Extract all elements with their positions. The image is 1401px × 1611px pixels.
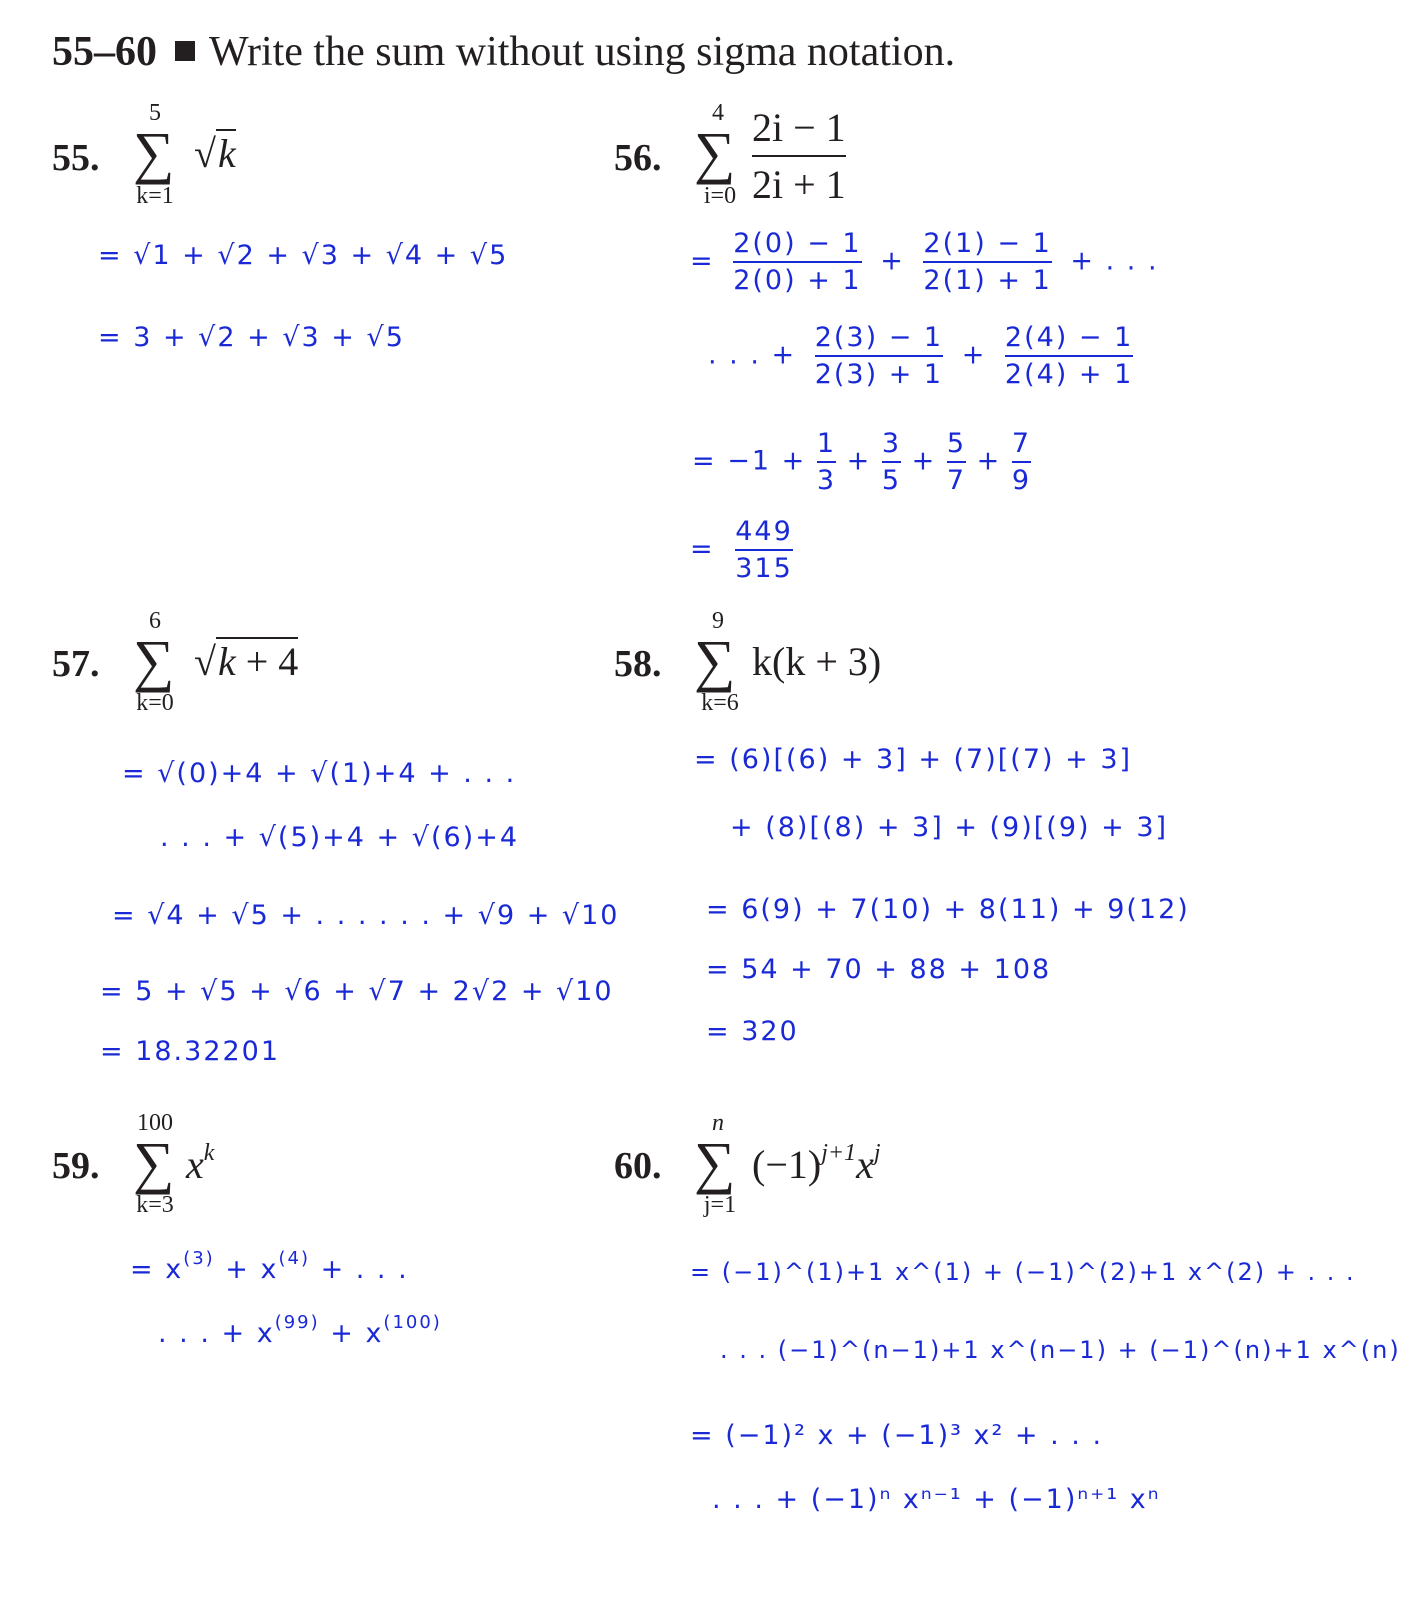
problem-number: 59.	[52, 1145, 100, 1187]
sigma-lower-limit: k=3	[136, 1192, 174, 1218]
work-line: . . . + √(5)+4 + √(6)+4	[160, 822, 519, 853]
problem-number: 57.	[52, 643, 100, 685]
problem-number: 56.	[614, 137, 662, 179]
work-line: . . . (−1)^(n−1)+1 x^(n−1) + (−1)^(n)+1 x^(n)	[720, 1336, 1401, 1364]
sigma-upper-limit: 5	[149, 100, 161, 126]
work-line: + (8)[(8) + 3] + (9)[(9) + 3]	[730, 812, 1169, 843]
summand: √k	[194, 131, 236, 176]
work-line: = √1 + √2 + √3 + √4 + √5	[98, 240, 509, 271]
sigma-icon: ∑	[133, 120, 175, 185]
work-line: . . . + $\frac{2(3) - 1}{2(3) + 1}$ + $\frac{2(4) - 1}{2(4) + 1}$	[708, 322, 1134, 390]
square-bullet-icon	[175, 41, 195, 61]
sigma-lower-limit: k=0	[136, 690, 174, 716]
work-line: = 3 + √2 + √3 + √5	[98, 322, 405, 353]
sigma-lower-limit: i=0	[703, 183, 737, 209]
summand: $x^k$	[186, 1140, 215, 1187]
sigma-upper-limit: 4	[712, 100, 724, 126]
summand: $(-1)^{j+1}x^j$	[752, 1140, 881, 1187]
sigma-icon: ∑	[694, 1130, 736, 1195]
sigma-upper-limit: 100	[137, 1110, 173, 1136]
problem-range: 55–60	[52, 29, 157, 75]
sigma-icon: ∑	[133, 1130, 175, 1195]
problem-number: 58.	[614, 643, 662, 685]
sigma-lower-limit: k=1	[136, 183, 174, 209]
work-line: = −1 + $\frac{1}{3}$ + $\frac{3}{5}$ + $\frac{5}{7}$ + $\frac{7}{9}$	[692, 428, 1031, 496]
sigma-upper-limit: 9	[712, 608, 724, 634]
summand: $\frac{2i - 1}{2i + 1}$	[752, 105, 846, 207]
sigma-upper-limit: n	[712, 1110, 724, 1136]
sigma-lower-limit: k=6	[701, 690, 739, 716]
sigma-icon: ∑	[133, 628, 175, 693]
work-line: . . . + $x^{(99)} + x^{(100)}$	[158, 1312, 442, 1349]
heading-text: Write the sum without using sigma notation.	[209, 29, 956, 75]
work-line: = 5 + √5 + √6 + √7 + 2√2 + √10	[100, 976, 614, 1007]
problem-number: 55.	[52, 137, 100, 179]
work-line: = (−1)^(1)+1 x^(1) + (−1)^(2)+1 x^(2) + . . .	[690, 1258, 1356, 1286]
work-line: = 18.32201	[100, 1036, 281, 1067]
work-line: = 54 + 70 + 88 + 108	[706, 954, 1052, 985]
problem-number: 60.	[614, 1145, 662, 1187]
sigma-icon: ∑	[694, 120, 736, 185]
work-line: . . . + (−1)ⁿ xⁿ⁻¹ + (−1)ⁿ⁺¹ xⁿ	[712, 1484, 1161, 1515]
work-line: = $\frac{449}{315}$	[690, 516, 793, 584]
work-line: = 320	[706, 1016, 799, 1047]
work-line: = $x^{(3)} + x^{(4)}$ + . . .	[130, 1248, 409, 1285]
summand: k(k + 3)	[752, 639, 882, 684]
work-line: = (6)[(6) + 3] + (7)[(7) + 3]	[694, 744, 1133, 775]
work-line: = √(0)+4 + √(1)+4 + . . .	[122, 758, 517, 789]
work-line: = $\frac{2(0) - 1}{2(0) + 1}$ + $\frac{2(1) - 1}{2(1) + 1}$ + . . .	[690, 228, 1159, 296]
work-line: = (−1)² x + (−1)³ x² + . . .	[690, 1420, 1104, 1451]
work-line: = √4 + √5 + . . . . . . + √9 + √10	[112, 900, 620, 931]
section-heading	[52, 28, 955, 76]
sigma-upper-limit: 6	[149, 608, 161, 634]
work-line: = 6(9) + 7(10) + 8(11) + 9(12)	[706, 894, 1190, 925]
summand: √k + 4	[194, 639, 299, 684]
sigma-icon: ∑	[694, 628, 736, 693]
sigma-lower-limit: j=1	[703, 1192, 737, 1218]
